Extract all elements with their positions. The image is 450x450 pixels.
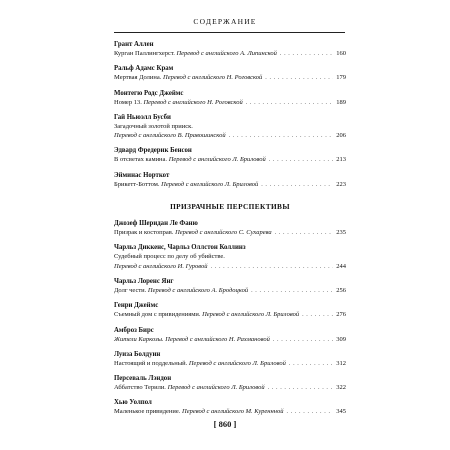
entry-work: Жители Каркозы. bbox=[114, 335, 164, 343]
entry-author: Ральф Адамс Крам bbox=[114, 65, 174, 73]
entry-translator: Перевод с английского В. Правошинской bbox=[114, 132, 226, 140]
dot-leader bbox=[280, 50, 333, 59]
entry-page: 213 bbox=[336, 156, 346, 164]
entry-author: Джозеф Шеридан Ле Фаню bbox=[114, 220, 198, 228]
entry-author: Хью Уолпол bbox=[114, 399, 152, 407]
entry-translator: Перевод с английского Л. Бриловой bbox=[202, 311, 300, 319]
toc-entry bbox=[114, 146, 346, 165]
section-title: ПРИЗРАЧНЫЕ ПЕРСПЕКТИВЫ bbox=[170, 202, 290, 212]
dot-leader bbox=[286, 408, 333, 417]
entry-page: 312 bbox=[336, 359, 346, 367]
toc-entry bbox=[114, 40, 346, 59]
entry-page: 223 bbox=[336, 180, 346, 188]
dot-leader bbox=[229, 132, 334, 141]
toc-entry bbox=[114, 113, 346, 142]
entry-page: 160 bbox=[336, 50, 346, 57]
entry-author: Луиза Болдуин bbox=[114, 350, 161, 358]
toc-entry bbox=[114, 326, 346, 345]
entry-page: 345 bbox=[336, 408, 346, 416]
entry-translator: Перевод с английского Л. Бриловой bbox=[188, 359, 286, 367]
entry-translator: Перевод с английского И. Гуровой bbox=[114, 262, 208, 270]
entry-author: Генри Джеймс bbox=[114, 302, 159, 310]
entry-work: Аббатство Терили. bbox=[114, 384, 166, 392]
entry-line bbox=[114, 310, 346, 320]
entry-work: Брикетт-Боттом. bbox=[114, 180, 160, 188]
dot-leader bbox=[275, 229, 334, 238]
dot-leader bbox=[211, 263, 334, 272]
running-head: СОДЕРЖАНИЕ bbox=[193, 17, 257, 26]
entry-work: Загадочный золотой прииск. bbox=[114, 122, 193, 130]
entry-translator: Перевод с английского Н. Роговской bbox=[163, 74, 263, 82]
toc-entry bbox=[114, 398, 346, 417]
entry-line bbox=[114, 98, 346, 108]
entry-work: Судебный процесс по делу об убийстве. bbox=[114, 253, 225, 261]
dot-leader bbox=[261, 181, 333, 190]
entry-author: Амброз Бирс bbox=[114, 326, 154, 334]
toc-entry bbox=[114, 277, 346, 296]
entry-translator: Перевод с английского С. Сухарева bbox=[175, 229, 272, 237]
entry-line bbox=[114, 49, 346, 59]
toc-content bbox=[114, 40, 346, 418]
entry-translator: Перевод с английского М. Куреннной bbox=[182, 408, 284, 416]
toc-entry bbox=[114, 301, 346, 320]
entry-work: В отсветах камина. bbox=[114, 156, 168, 164]
entry-translator: Перевод с английского А. Липинской bbox=[176, 50, 277, 57]
entry-author: Персеваль Лэндон bbox=[114, 375, 172, 383]
entry-work: Долг чести. bbox=[114, 286, 147, 294]
entry-line bbox=[114, 228, 346, 238]
entry-work: Курган Паллингхерст. bbox=[114, 50, 175, 57]
entry-author: Монтегю Родс Джеймс bbox=[114, 89, 184, 97]
entry-line bbox=[114, 155, 346, 165]
entry-work: Мертвая Долина. bbox=[114, 74, 162, 82]
entry-work: Номер 13. bbox=[114, 98, 142, 106]
entry-translator: Перевод с английского Н. Роговской bbox=[143, 98, 243, 106]
entry-translator: Перевод с английского Н. Рахмановой bbox=[165, 335, 270, 343]
entry-line bbox=[114, 335, 346, 345]
entry-translator: Перевод с английского Л. Бриловой bbox=[161, 180, 259, 188]
entry-line bbox=[114, 180, 346, 190]
entry-page: 235 bbox=[336, 229, 346, 237]
dot-leader bbox=[265, 74, 333, 83]
dot-leader bbox=[269, 156, 334, 165]
entry-work: Съемный дом с привидениями. bbox=[114, 311, 201, 319]
entry-line bbox=[114, 131, 346, 141]
page-number: [ 860 ] bbox=[213, 419, 237, 429]
entry-page: 276 bbox=[336, 311, 346, 319]
entry-page: 309 bbox=[336, 335, 346, 343]
entry-line bbox=[114, 407, 346, 417]
entry-translator: Перевод с английского А. Бродоцкой bbox=[147, 286, 249, 294]
dot-leader bbox=[302, 311, 333, 320]
entry-page: 206 bbox=[336, 132, 346, 140]
entry-page: 244 bbox=[336, 262, 346, 270]
toc-entry bbox=[114, 171, 346, 190]
toc-entry bbox=[114, 219, 346, 238]
toc-entry bbox=[114, 89, 346, 108]
toc-entry bbox=[114, 243, 346, 272]
entry-author: Чарльз Диккенс, Чарльз Оллстон Коллинз bbox=[114, 244, 246, 252]
toc-entry bbox=[114, 374, 346, 393]
toc-entry bbox=[114, 64, 346, 83]
entry-line bbox=[114, 359, 346, 369]
entry-work: Маленькое привидение. bbox=[114, 408, 181, 416]
entry-line bbox=[114, 262, 346, 272]
dot-leader bbox=[251, 287, 333, 296]
dot-leader bbox=[289, 360, 333, 369]
entry-page: 189 bbox=[336, 98, 346, 106]
entry-author: Эдвард Фредерик Бенсон bbox=[114, 147, 192, 155]
entry-work: Настоящий и поддельный. bbox=[114, 359, 188, 367]
entry-work: Призрак и костоправ. bbox=[114, 229, 174, 237]
dot-leader bbox=[246, 99, 334, 108]
entry-translator: Перевод с английского Л. Бриловой bbox=[167, 384, 265, 392]
entry-author: Гай Ньюэлл Бусби bbox=[114, 113, 171, 121]
header-rule bbox=[114, 32, 345, 33]
entry-author: Грант Аллен bbox=[114, 41, 154, 48]
entry-line bbox=[114, 73, 346, 83]
entry-page: 179 bbox=[336, 74, 346, 82]
entry-line bbox=[114, 383, 346, 393]
entry-page: 322 bbox=[336, 384, 346, 392]
dot-leader bbox=[273, 336, 333, 345]
entry-author: Эйминас Норткот bbox=[114, 171, 170, 179]
entry-line bbox=[114, 286, 346, 296]
toc-entry bbox=[114, 350, 346, 369]
entry-author: Чарльз Лоренс Янг bbox=[114, 277, 174, 285]
entry-translator: Перевод с английского Л. Бриловой bbox=[168, 156, 266, 164]
entry-page: 256 bbox=[336, 286, 346, 294]
dot-leader bbox=[268, 384, 334, 393]
